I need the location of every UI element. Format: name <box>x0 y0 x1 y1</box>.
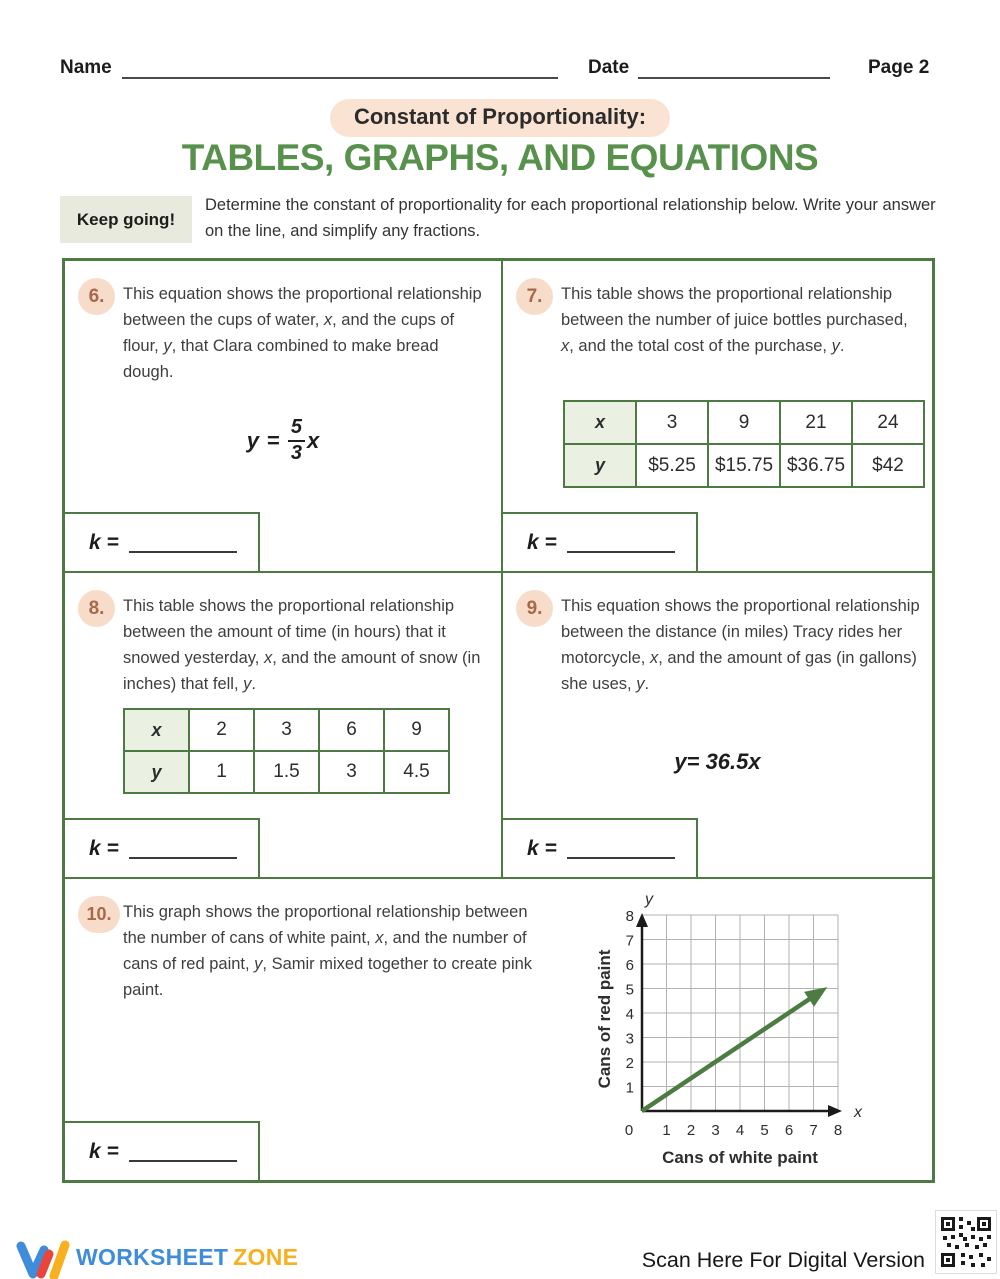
x-tick: 1 <box>662 1122 671 1139</box>
table-cell: 3 <box>254 709 319 751</box>
x-tick: 4 <box>735 1122 745 1139</box>
question-7-text: This table shows the proportional relationship between the number of juice bottles purchased, x, and the total cost of the purchase, y. <box>561 285 908 355</box>
instructions-text: Determine the constant of proportionality for each proportional relationship below. Write your answer on the line, and simplify any fractions. <box>205 196 936 240</box>
k-label: k = <box>89 1139 119 1163</box>
answer-blank-q8[interactable] <box>129 857 237 859</box>
logo-text-zone: ZONE <box>233 1243 299 1270</box>
question-6-number-badge: 6. <box>78 278 115 315</box>
y-tick: 6 <box>625 957 634 974</box>
answer-blank-q10[interactable] <box>129 1160 237 1162</box>
date-blank[interactable] <box>638 77 830 79</box>
y-tick: 5 <box>625 981 634 999</box>
table-y-header: y <box>564 444 636 487</box>
answer-blank-q6[interactable] <box>129 551 237 553</box>
table-y-header: y <box>124 751 189 793</box>
fraction-numerator: 5 <box>288 416 305 442</box>
question-8 <box>65 573 501 877</box>
equation-lhs: y <box>246 427 259 453</box>
table-cell: 1 <box>189 751 254 793</box>
logo-text-worksheet: WORKSHEET <box>76 1243 229 1270</box>
title-chip: Constant of Proportionality: <box>330 99 670 137</box>
fraction-denominator: 3 <box>290 442 302 464</box>
k-label: k = <box>89 836 119 860</box>
k-label: k = <box>527 836 557 860</box>
name-blank[interactable] <box>122 77 558 79</box>
y-tick: 1 <box>625 1079 634 1097</box>
question-8-table <box>123 708 450 794</box>
y-tick: 2 <box>625 1055 634 1072</box>
answer-box-q6 <box>65 512 260 571</box>
date-label: Date <box>588 57 630 78</box>
table-cell: 1.5 <box>254 751 319 793</box>
table-cell: 4.5 <box>384 751 449 793</box>
x-tick: 8 <box>833 1122 843 1139</box>
y-axis-label: Cans of red paint <box>596 949 614 1089</box>
table-cell: 3 <box>636 401 708 444</box>
table-cell: 21 <box>780 401 852 444</box>
question-10-text: This graph shows the proportional relationship between the number of cans of white paint, x, and the number of cans of red paint, y, Samir mixed together to create pink paint. <box>123 903 533 999</box>
page-number: Page 2 <box>868 57 930 78</box>
question-6 <box>65 261 501 571</box>
y-tick: 3 <box>625 1030 634 1048</box>
answer-box-q9 <box>503 818 698 877</box>
table-x-header: x <box>564 401 636 444</box>
table-cell: 24 <box>852 401 924 444</box>
proportional-graph <box>596 889 886 1182</box>
question-10 <box>65 879 932 1180</box>
x-axis-letter: x <box>854 1104 862 1121</box>
answer-box-q10 <box>65 1121 260 1180</box>
table-x-header: x <box>124 709 189 751</box>
question-7-number-badge: 7. <box>516 278 553 315</box>
question-6-text: This equation shows the proportional relationship between the cups of water, x, and the cups of flour, y, that Clara combined to make bread dough. <box>123 285 482 381</box>
y-tick: 7 <box>625 932 634 950</box>
worksheet-panel <box>62 258 935 1183</box>
table-cell: 3 <box>319 751 384 793</box>
x-tick: 0 <box>624 1122 634 1139</box>
question-9-number-badge: 9. <box>516 590 553 627</box>
table-cell: 9 <box>708 401 780 444</box>
answer-blank-q7[interactable] <box>567 551 675 553</box>
question-7 <box>503 261 932 571</box>
table-cell: $5.25 <box>636 444 708 487</box>
table-cell: $15.75 <box>708 444 780 487</box>
x-tick: 6 <box>784 1122 794 1139</box>
question-9-equation: y = 36.5 x <box>674 749 761 774</box>
question-6-equation <box>65 416 501 465</box>
page-title: TABLES, GRAPHS, AND EQUATIONS <box>181 137 819 178</box>
table-cell: 6 <box>319 709 384 751</box>
k-label: k = <box>89 530 119 554</box>
x-tick: 3 <box>711 1122 720 1139</box>
table-cell: $36.75 <box>780 444 852 487</box>
x-tick: 2 <box>686 1122 696 1139</box>
table-cell: 9 <box>384 709 449 751</box>
k-label: k = <box>527 530 557 554</box>
x-tick: 7 <box>809 1122 818 1139</box>
question-7-table <box>563 400 925 488</box>
question-9 <box>503 573 932 877</box>
qr-code <box>935 1210 997 1274</box>
logo-text <box>76 1244 298 1271</box>
worksheetzone-logo <box>14 1233 298 1279</box>
answer-box-q8 <box>65 818 260 877</box>
x-axis-label: Cans of white paint <box>662 1148 818 1167</box>
grid-lines <box>642 915 838 1111</box>
equation-variable: x <box>306 427 320 453</box>
table-cell: $42 <box>852 444 924 487</box>
table-cell: 2 <box>189 709 254 751</box>
answer-box-q7 <box>503 512 698 571</box>
y-tick: 8 <box>625 908 634 925</box>
answer-blank-q9[interactable] <box>567 857 675 859</box>
name-label: Name <box>60 57 112 78</box>
question-8-text: This table shows the proportional relationship between the amount of time (in hours) that it snowed yesterday, x, and the amount of snow (in inches) that fell, y. <box>123 597 481 693</box>
question-9-text: This equation shows the proportional relationship between the distance (in miles) Tracy rides her motorcycle, x, and the amount of gas (in gallons) she uses, y. <box>561 597 920 693</box>
logo-mark-icon <box>14 1233 70 1279</box>
x-tick: 5 <box>760 1122 769 1139</box>
y-tick: 4 <box>625 1006 634 1023</box>
question-8-number-badge: 8. <box>78 590 115 627</box>
scan-text: Scan Here For Digital Version <box>641 1248 925 1272</box>
fraction <box>288 416 305 465</box>
y-axis-letter: y <box>645 891 653 908</box>
question-10-number-badge: 10. <box>78 896 120 933</box>
keep-going-badge: Keep going! <box>60 196 192 243</box>
equals-sign: = <box>267 427 280 453</box>
